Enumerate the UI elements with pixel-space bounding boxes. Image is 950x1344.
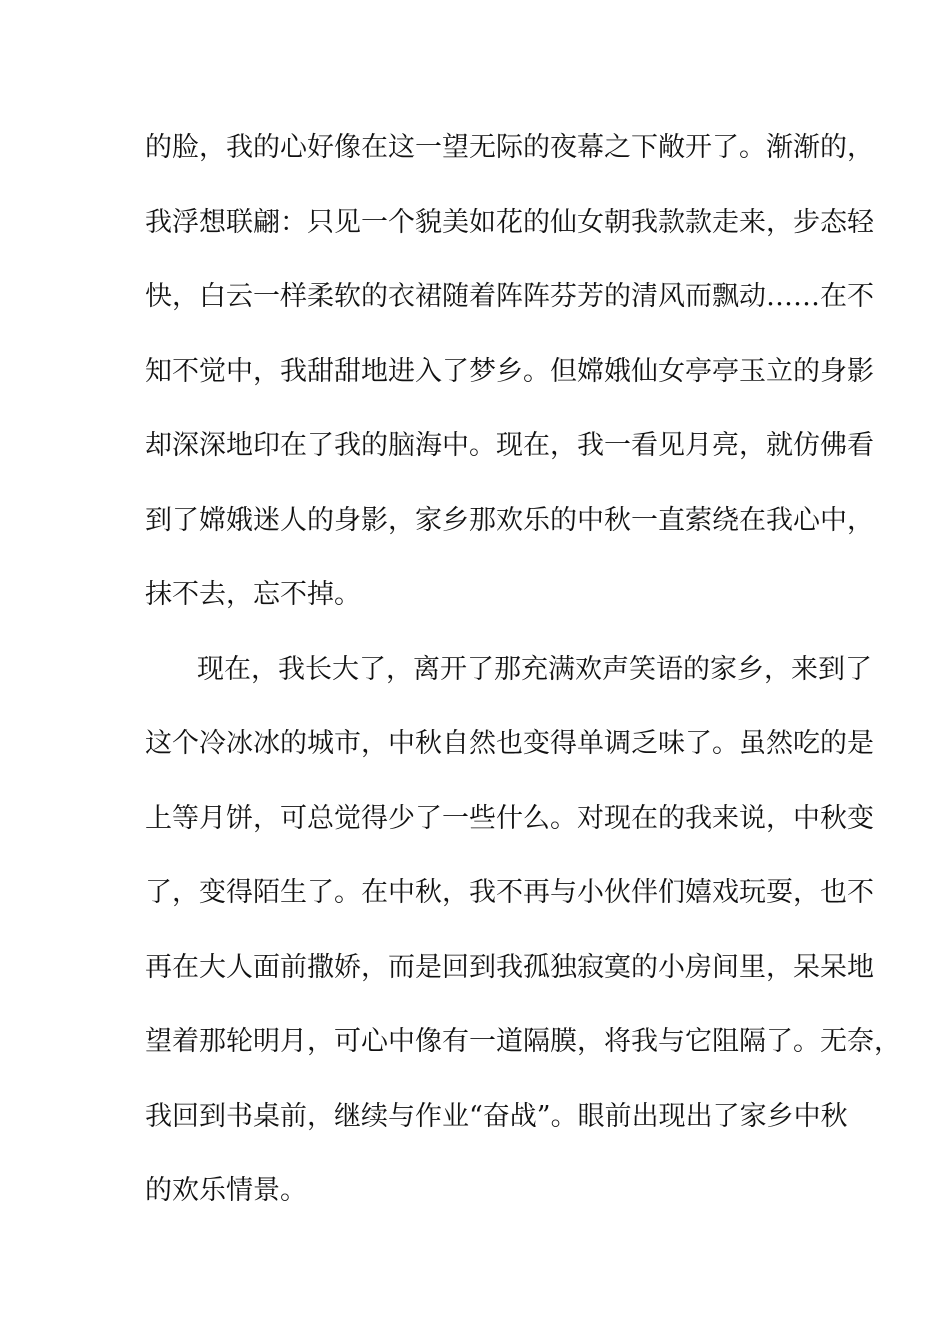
paragraph-2 [145,650,901,1246]
text-line: 的脸，我的心好像在这一望无际的夜幕之下敞开了。渐渐的， [145,132,874,163]
text-line: 望着那轮明月，可心中像有一道隔膜，将我与它阻隔了。无奈， [145,1026,901,1057]
text-line: 我回到书桌前，继续与作业“奋战”。眼前出现出了家乡中秋 [145,1100,848,1132]
text-line: 却深深地印在了我的脑海中。现在，我一看见月亮，就仿佛看 [145,430,874,461]
text-line: 抹不去，忘不掉。 [145,579,361,610]
paragraph-1 [145,128,874,650]
text-line: 的欢乐情景。 [145,1175,307,1206]
text-line: 这个冷冰冰的城市，中秋自然也变得单调乏味了。虽然吃的是 [145,728,874,759]
text-line: 到了嫦娥迷人的身影，家乡那欢乐的中秋一直萦绕在我心中， [145,504,874,536]
text-line: 了，变得陌生了。在中秋，我不再与小伙伴们嬉戏玩耍，也不 [145,877,874,908]
text-line: 我浮想联翩：只见一个貌美如花的仙女朝我款款走来，步态轻 [145,206,874,238]
text-line: 现在，我长大了，离开了那充满欢声笑语的家乡，来到了 [197,653,872,685]
text-line: 快，白云一样柔软的衣裙随着阵阵芬芳的清风而飘动……在不 [145,281,874,312]
document-body [145,128,901,1246]
text-line: 知不觉中，我甜甜地进入了梦乡。但嫦娥仙女亭亭玉立的身影 [145,355,874,387]
text-line: 再在大人面前撒娇，而是回到我孤独寂寞的小房间里，呆呆地 [145,951,874,983]
text-line: 上等月饼，可总觉得少了一些什么。对现在的我来说，中秋变 [145,802,874,834]
